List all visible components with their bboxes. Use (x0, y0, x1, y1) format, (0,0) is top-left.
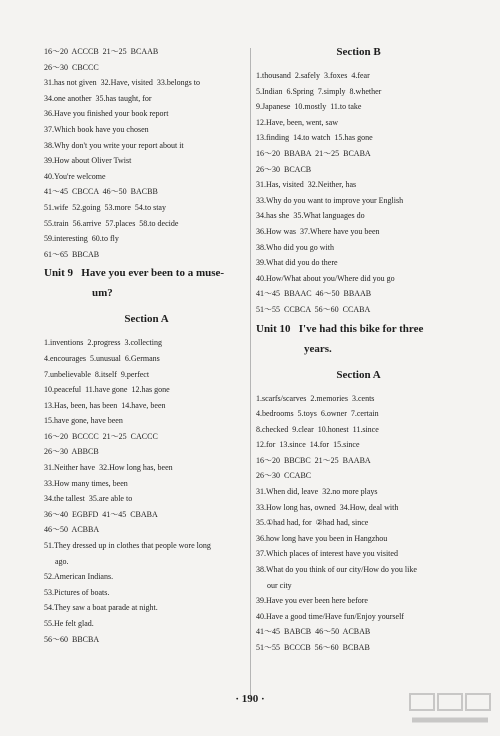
answer-line: 40.Have a good time/Have fun/Enjoy yourself (256, 611, 404, 621)
answer-line: 13.Has, been, has been 14.have, been (44, 400, 166, 410)
answer-line: 36～40 EGBFD 41～45 CBABA (44, 509, 158, 519)
answer-line: 52.American Indians. (44, 572, 114, 582)
answers-unit9-section-b (256, 68, 461, 318)
answer-line: 8.checked 9.clear 10.honest 11.since (256, 424, 379, 434)
answer-line: 31.Has, visited 32.Neither, has (256, 180, 357, 190)
answer-line: 26～30 CCABC (256, 471, 312, 481)
answer-line: 39.How about Oliver Twist (44, 156, 132, 166)
answers-unit10-section-a (256, 391, 461, 656)
answer-line: 51～55 CCBCA 56～60 CCABA (256, 304, 371, 314)
answer-line: 51.wife 52.going 53.more 54.to stay (44, 202, 166, 212)
answers-unit8-continued (44, 44, 249, 262)
answer-line: 36.how long have you been in Hangzhou (256, 533, 388, 543)
answer-line: 16～20 BBABA 21～25 BCABA (256, 148, 371, 158)
unit10-title: Unit 10 I've had this bike for three (256, 322, 424, 335)
answer-line: 16～20 ACCCB 21～25 BCAAB (44, 47, 159, 56)
answer-line: 51.They dressed up in clothes that people wore long (44, 541, 211, 551)
answer-line: 37.Which book have you chosen (44, 124, 149, 134)
answer-line: 1.thousand 2.safely 3.foxes 4.fear (256, 71, 370, 80)
answer-line: 33.Why do you want to improve your English (256, 195, 404, 205)
answer-line: 40.How/What about you/Where did you go (256, 273, 395, 283)
answer-line: 15.have gone, have been (44, 416, 123, 426)
answer-line: 54.They saw a boat parade at night. (44, 603, 158, 613)
answer-line: 39.What did you do there (256, 258, 338, 268)
answer-line: 51～55 BCCCB 56～60 BCBAB (256, 643, 370, 652)
left-column (44, 44, 249, 647)
answer-line: 31.has not given 32.Have, visited 33.belongs to (44, 78, 200, 88)
answer-line: 26～30 CBCCC (44, 62, 99, 72)
answer-line: 33.How long has, owned 34.How, deal with (256, 502, 399, 512)
answer-line: 41～45 CBCCA 46～50 BACBB (44, 187, 158, 197)
answer-line: 41～45 BABCB 46～50 ACBAB (256, 627, 371, 637)
right-column (256, 44, 461, 656)
answer-line: 12.for 13.since 14.for 15.since (256, 440, 360, 450)
unit9-title: Unit 9 Have you ever been to a muse- (44, 267, 225, 280)
answer-line: 55.He felt glad. (44, 619, 94, 628)
answer-line: 31.Neither have 32.How long has, been (44, 463, 173, 473)
answer-line: 10.peaceful 11.have gone 12.has gone (44, 385, 170, 395)
answer-line: 36.How was 37.Where have you been (256, 226, 380, 236)
answer-line: 35.①had had, for ②had had, since (256, 518, 369, 528)
section-a-heading: Section A (124, 313, 169, 326)
watermark-logo (408, 690, 494, 730)
answer-line: 4.encourages 5.unusual 6.Germans (44, 353, 160, 363)
answer-line: 36.Have you finished your book report (44, 109, 169, 119)
section-b-heading: Section B (336, 46, 381, 58)
answer-line: 34.has she 35.What languages do (256, 211, 365, 221)
answer-line: 53.Pictures of boats. (44, 587, 110, 597)
answer-line: our city (267, 580, 292, 590)
answer-line: 46～50 ACBBA (44, 525, 100, 535)
answer-line: 12.Have, been, went, saw (256, 117, 338, 127)
answer-line: 7.unbelievable 8.itself 9.perfect (44, 369, 150, 379)
unit10-title-continued: years. (304, 342, 332, 355)
page-number: · 190 · (235, 693, 265, 705)
answer-line: 1.inventions 2.progress 3.collecting (44, 338, 162, 348)
answer-line: 5.Indian 6.Spring 7.simply 8.whether (256, 86, 382, 96)
answer-line: 37.Which places of interest have you visited (256, 549, 398, 559)
answer-line: 56～60 BBCBA (44, 634, 100, 644)
answer-line: 38.Why don't you write your report about it (44, 140, 184, 150)
answer-line: 26～30 ABBCB (44, 447, 99, 457)
answer-line: 33.How many times, been (44, 478, 128, 488)
answer-line: 38.Who did you go with (256, 242, 334, 252)
section-a-heading: Section A (336, 368, 381, 381)
answer-line: 16～20 BBCBC 21～25 BAABA (256, 455, 371, 465)
answer-line: 61～65 BBCAB (44, 249, 100, 259)
answer-line: 13.finding 14.to watch 15.has gone (256, 133, 373, 143)
answer-line: 9.Japanese 10.mostly 11.to take (256, 102, 362, 112)
answer-line: 4.bedrooms 5.toys 6.owner 7.certain (256, 409, 379, 419)
answer-line: ago. (55, 556, 69, 566)
answer-line: 38.What do you think of our city/How do you like (256, 565, 417, 575)
answer-line: 16～20 BCCCC 21～25 CACCC (44, 431, 158, 441)
answer-line: 34.one another 35.has taught, for (44, 93, 152, 103)
answer-line: 31.When did, leave 32.no more plays (256, 487, 378, 497)
answer-line: 55.train 56.arrive 57.places 58.to decide (44, 218, 179, 228)
answer-line: 40.You're welcome (44, 171, 106, 181)
column-divider (250, 48, 251, 700)
answer-line: 34.the tallest 35.are able to (44, 494, 133, 504)
answer-line: 1.scarfs/scarves 2.memories 3.cents (256, 393, 375, 403)
answer-line: 41～45 BBAAC 46～50 BBAAB (256, 289, 372, 299)
answers-unit9-section-a (44, 335, 249, 647)
answer-line: 26～30 BCACB (256, 164, 312, 174)
answer-line: 39.Have you ever been here before (256, 596, 368, 606)
unit9-title-continued: um? (92, 287, 113, 300)
answer-line: 59.interesting 60.to fly (44, 234, 119, 244)
